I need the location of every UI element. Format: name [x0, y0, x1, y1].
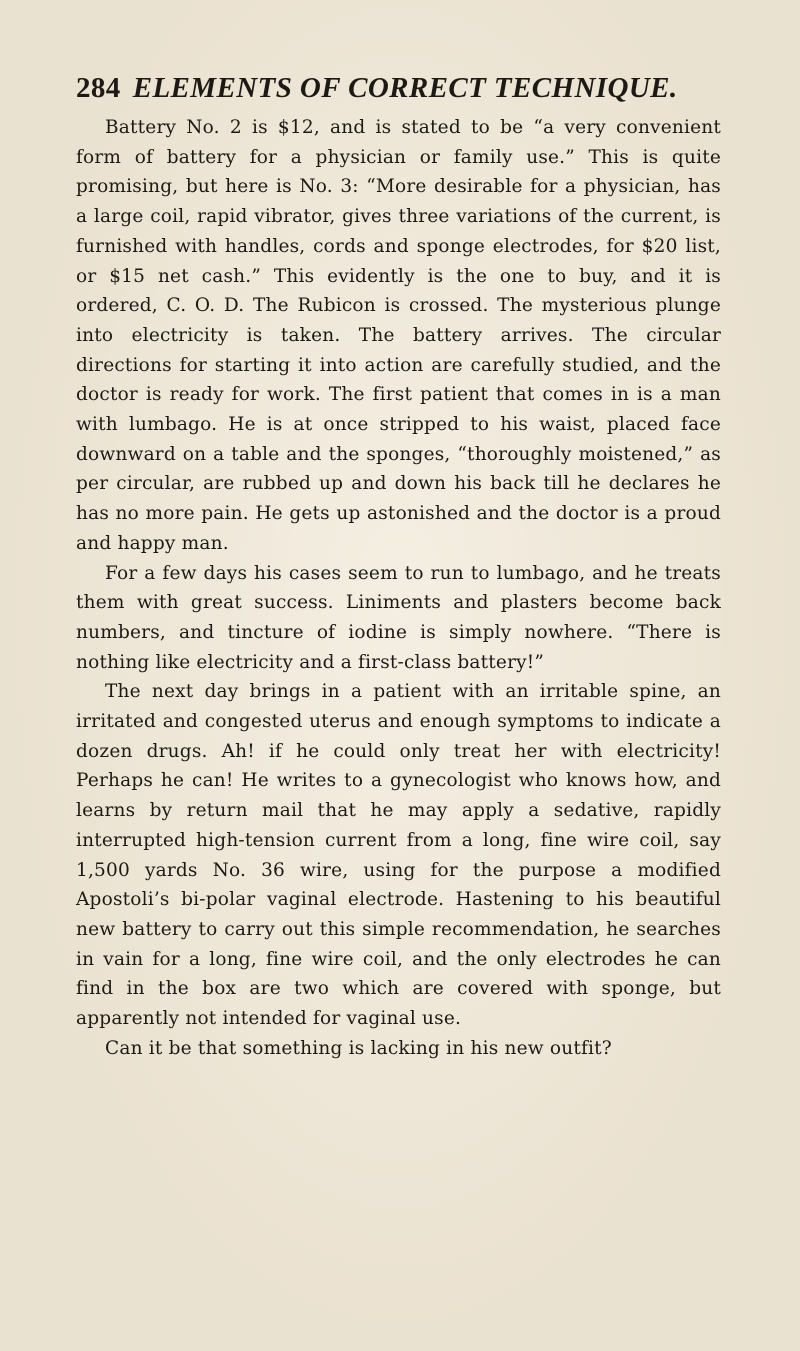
paragraph-2: For a few days his cases seem to run to lumbago, and he treats them with great success. Liniments and plasters become back numbers, and tincture of iodine is simply nowhere. “There is nothing like electricity and a first-class battery!”	[76, 562, 721, 673]
page-header	[76, 72, 726, 105]
body-text	[76, 113, 721, 1064]
paragraph-4: Can it be that something is lacking in his new outfit?	[105, 1037, 612, 1059]
paragraph-3: The next day brings in a patient with an irritable spine, an irritated and congested uterus and enough symptoms to indicate a dozen drugs. Ah! if he could only treat her with electricity! Perhaps he can! He writes to a gynecologist who knows how, and learns by return mail that he may apply a sedative, rapidly interrupted high-tension current from a long, fine wire coil, say 1,500 yards No. 36 wire, using for the purpose a modified Apostoli’s bi-polar vaginal electrode. Hastening to his beautiful new battery to carry out this simple recommendation, he searches in vain for a long, fine wire coil, and the only electrodes he can find in the box are two which are covered with sponge, but apparently not intended for vaginal use.	[76, 681, 721, 1030]
running-title: ELEMENTS OF CORRECT TECHNIQUE.	[132, 72, 678, 104]
paragraph-1: Battery No. 2 is $12, and is stated to be “a very convenient form of battery for a physician or family use.” This is quite promising, but here is No. 3: “More desirable for a physician, has a large coil, rapid vibrator, gives three variations of the current, is furnished with handles, cords and sponge electrodes, for $20 list, or $15 net cash.” This evidently is the one to buy, and it is ordered, C. O. D. The Rubicon is crossed. The mysterious plunge into electricity is taken. The battery arrives. The circular directions for starting it into action are carefully studied, and the doctor is ready for work. The first patient that comes in is a man with lumbago. He is at once stripped to his waist, placed face downward on a table and the sponges, “thoroughly moistened,” as per circular, are rubbed up and down his back till he declares he has no more pain. He gets up astonished and the doctor is a proud and happy man.	[76, 117, 721, 554]
page-number: 284	[76, 72, 121, 104]
